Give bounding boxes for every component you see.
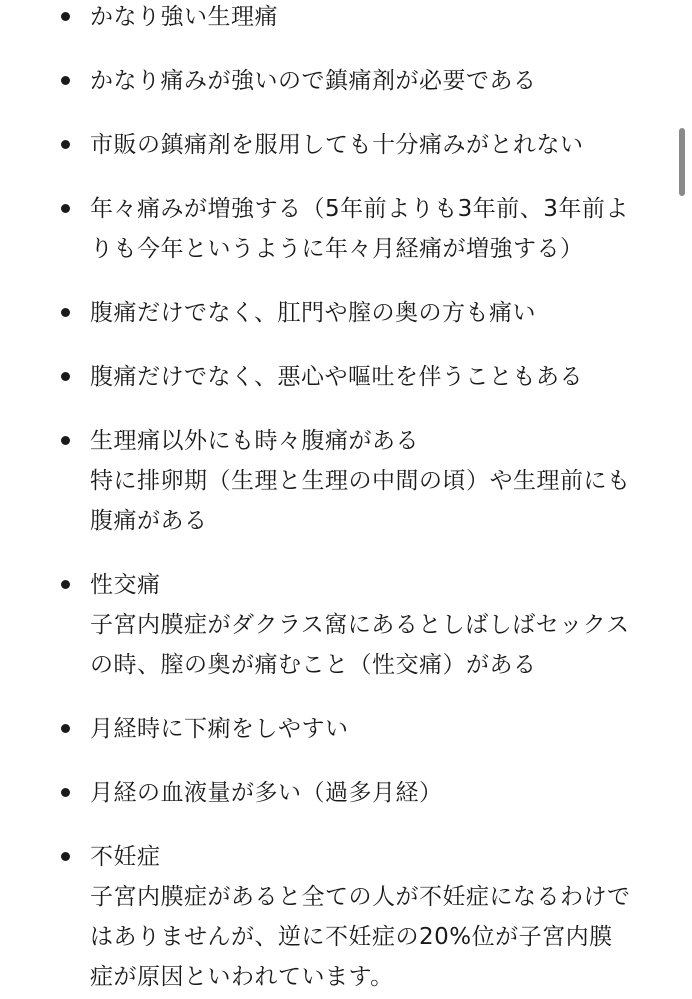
list-item-text: 腹痛だけでなく、悪心や嘔吐を伴うこともある xyxy=(90,364,584,390)
list-item xyxy=(0,421,692,541)
bullet-icon xyxy=(61,724,70,733)
list-item-text: 症が原因といわれています。 xyxy=(90,964,394,990)
bullet-icon xyxy=(61,308,70,317)
list-item-text: かなり痛みが強いので鎮痛剤が必要である xyxy=(90,68,537,94)
list-item xyxy=(0,773,692,813)
bullet-icon xyxy=(61,580,70,589)
list-item-text: 月経時に下痢をしやすい xyxy=(90,716,349,742)
list-item xyxy=(0,709,692,749)
bullet-icon xyxy=(61,372,70,381)
bullet-icon xyxy=(61,140,70,149)
list-item-text: 子宮内膜症があると全ての人が不妊症になるわけで xyxy=(90,884,631,910)
list-item-text: 性交痛 xyxy=(90,572,161,598)
scrollbar-thumb[interactable] xyxy=(679,128,685,196)
bullet-icon xyxy=(61,788,70,797)
list-item-text: 子宮内膜症がダクラス窩にあるとしばしばセックス xyxy=(90,612,630,638)
list-item-text: 特に排卵期（生理と生理の中間の頃）や生理前にも xyxy=(90,468,631,494)
list-item xyxy=(0,189,692,269)
list-item-text: 腹痛がある xyxy=(90,508,208,534)
list-item xyxy=(0,565,692,685)
list-item-text: 生理痛以外にも時々腹痛がある xyxy=(90,428,419,454)
list-item xyxy=(0,61,692,101)
list-item xyxy=(0,125,692,165)
list-item xyxy=(0,293,692,333)
list-item-text: りも今年というように年々月経痛が増強する） xyxy=(90,236,584,262)
bullet-icon xyxy=(61,852,70,861)
list-item-text: 不妊症 xyxy=(90,844,161,870)
list-item-text: 年々痛みが増強する（5年前よりも3年前、3年前よ xyxy=(90,196,629,222)
list-item-text: 腹痛だけでなく、肛門や膣の奥の方も痛い xyxy=(90,300,537,326)
list-item-text: かなり強い生理痛 xyxy=(90,4,278,30)
list-item xyxy=(0,357,692,397)
list-item-text: の時、膣の奥が痛むこと（性交痛）がある xyxy=(90,652,537,678)
list-item-text: 月経の血液量が多い（過多月経） xyxy=(90,780,443,806)
list-item-text: はありませんが、逆に不妊症の20%位が子宮内膜 xyxy=(90,924,613,950)
bullet-icon xyxy=(61,12,70,21)
list-item xyxy=(0,837,692,997)
list-item-text: 市販の鎮痛剤を服用しても十分痛みがとれない xyxy=(90,132,584,158)
bullet-icon xyxy=(61,204,70,213)
list-item xyxy=(0,0,692,37)
bullet-icon xyxy=(61,436,70,445)
bullet-icon xyxy=(61,76,70,85)
